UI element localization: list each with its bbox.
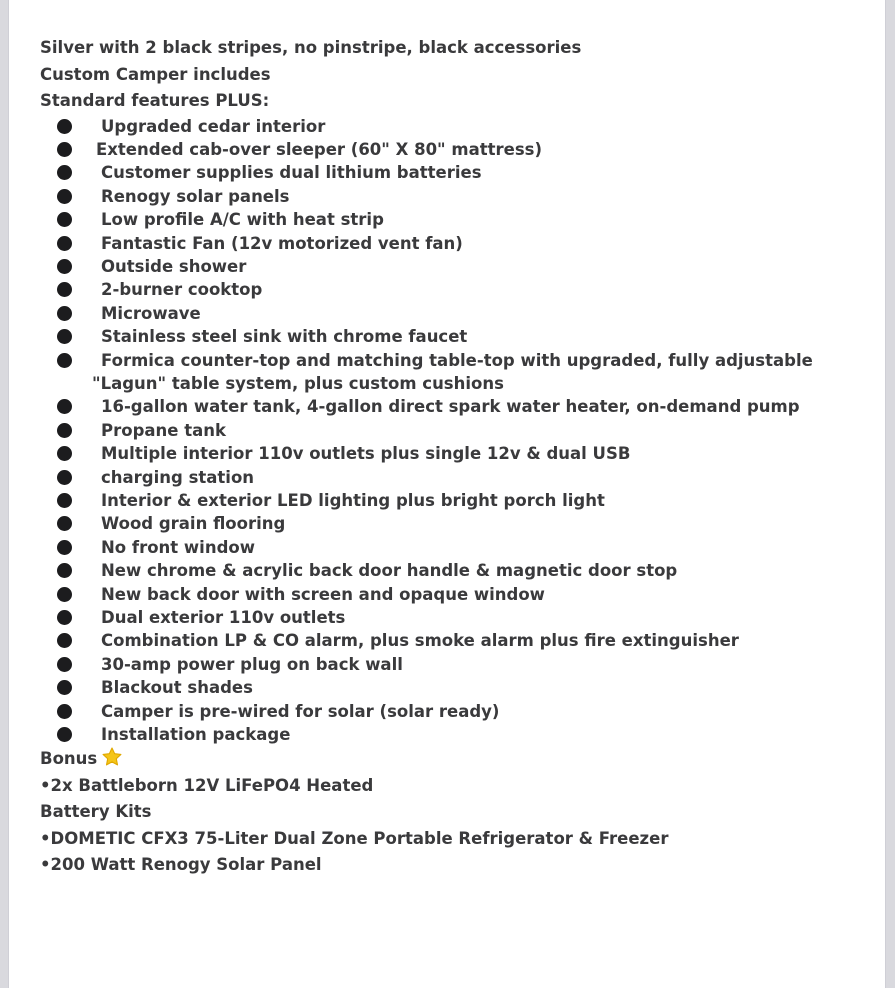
color-description: Silver with 2 black stripes, no pinstripe, black accessories [40,38,582,57]
list-item: Propane tank [40,419,860,442]
bonus-item: Battery Kits [40,802,152,822]
list-item: Microwave [40,302,860,325]
list-item: Low profile A/C with heat strip [40,208,860,231]
bullet-icon [57,236,72,251]
list-item: Blackout shades [40,676,860,699]
document-page [8,0,886,988]
bullet-icon [57,259,72,274]
bonus-item: •2x Battleborn 12V LiFePO4 Heated [40,775,374,795]
bullet-icon [57,540,72,555]
list-item: Formica counter-top and matching table-top with upgraded, fully adjustable "Lagun" table system, plus custom cushions [40,349,860,396]
bullet-icon [57,680,72,695]
bullet-icon [57,657,72,672]
list-item: Outside shower [40,255,860,278]
bullet-icon [57,587,72,602]
bullet-icon [57,165,72,180]
bullet-icon [57,423,72,438]
bullet-icon [57,516,72,531]
bullet-icon [57,353,72,368]
star-icon [101,746,123,768]
list-item: Upgraded cedar interior [40,115,860,138]
list-item: No front window [40,536,860,559]
document-content [40,35,860,879]
list-item: Interior & exterior LED lighting plus bright porch light [40,489,860,512]
bullet-icon [57,563,72,578]
bullet-icon [57,329,72,344]
bullet-icon [57,212,72,227]
bullet-icon [57,704,72,719]
bullet-icon [57,470,72,485]
bullet-icon [57,399,72,414]
bonus-item: •DOMETIC CFX3 75-Liter Dual Zone Portable Refrigerator & Freezer [40,828,669,848]
list-item: Wood grain flooring [40,512,860,535]
list-item: 2-burner cooktop [40,278,860,301]
bullet-icon [57,282,72,297]
list-item: New back door with screen and opaque window [40,583,860,606]
bonus-heading: Bonus [40,746,860,773]
list-item: charging station [40,466,860,489]
list-item: Fantastic Fan (12v motorized vent fan) [40,232,860,255]
bullet-icon [57,189,72,204]
bullet-icon [57,493,72,508]
bullet-icon [57,610,72,625]
list-item: 30-amp power plug on back wall [40,653,860,676]
bonus-item: •200 Watt Renogy Solar Panel [40,855,322,875]
list-item: Combination LP & CO alarm, plus smoke alarm plus fire extinguisher [40,629,860,652]
package-title: Custom Camper includes [40,64,271,84]
bullet-icon [57,633,72,648]
list-item: Customer supplies dual lithium batteries [40,161,860,184]
list-item: 16-gallon water tank, 4-gallon direct spark water heater, on-demand pump [40,395,860,418]
list-item: Dual exterior 110v outlets [40,606,860,629]
bullet-icon [57,727,72,742]
list-item: Stainless steel sink with chrome faucet [40,325,860,348]
list-item: Extended cab-over sleeper (60" X 80" mattress) [40,138,860,161]
bullet-icon [57,142,72,157]
features-heading: Standard features PLUS: [40,91,270,110]
list-item: Camper is pre-wired for solar (solar ready) [40,700,860,723]
bullet-icon [57,119,72,134]
list-item: Installation package [40,723,860,746]
list-item: Renogy solar panels [40,185,860,208]
bullet-icon [57,306,72,321]
bullet-icon [57,446,72,461]
list-item: Multiple interior 110v outlets plus single 12v & dual USB [40,442,860,465]
list-item: New chrome & acrylic back door handle & magnetic door stop [40,559,860,582]
feature-list [40,115,860,747]
